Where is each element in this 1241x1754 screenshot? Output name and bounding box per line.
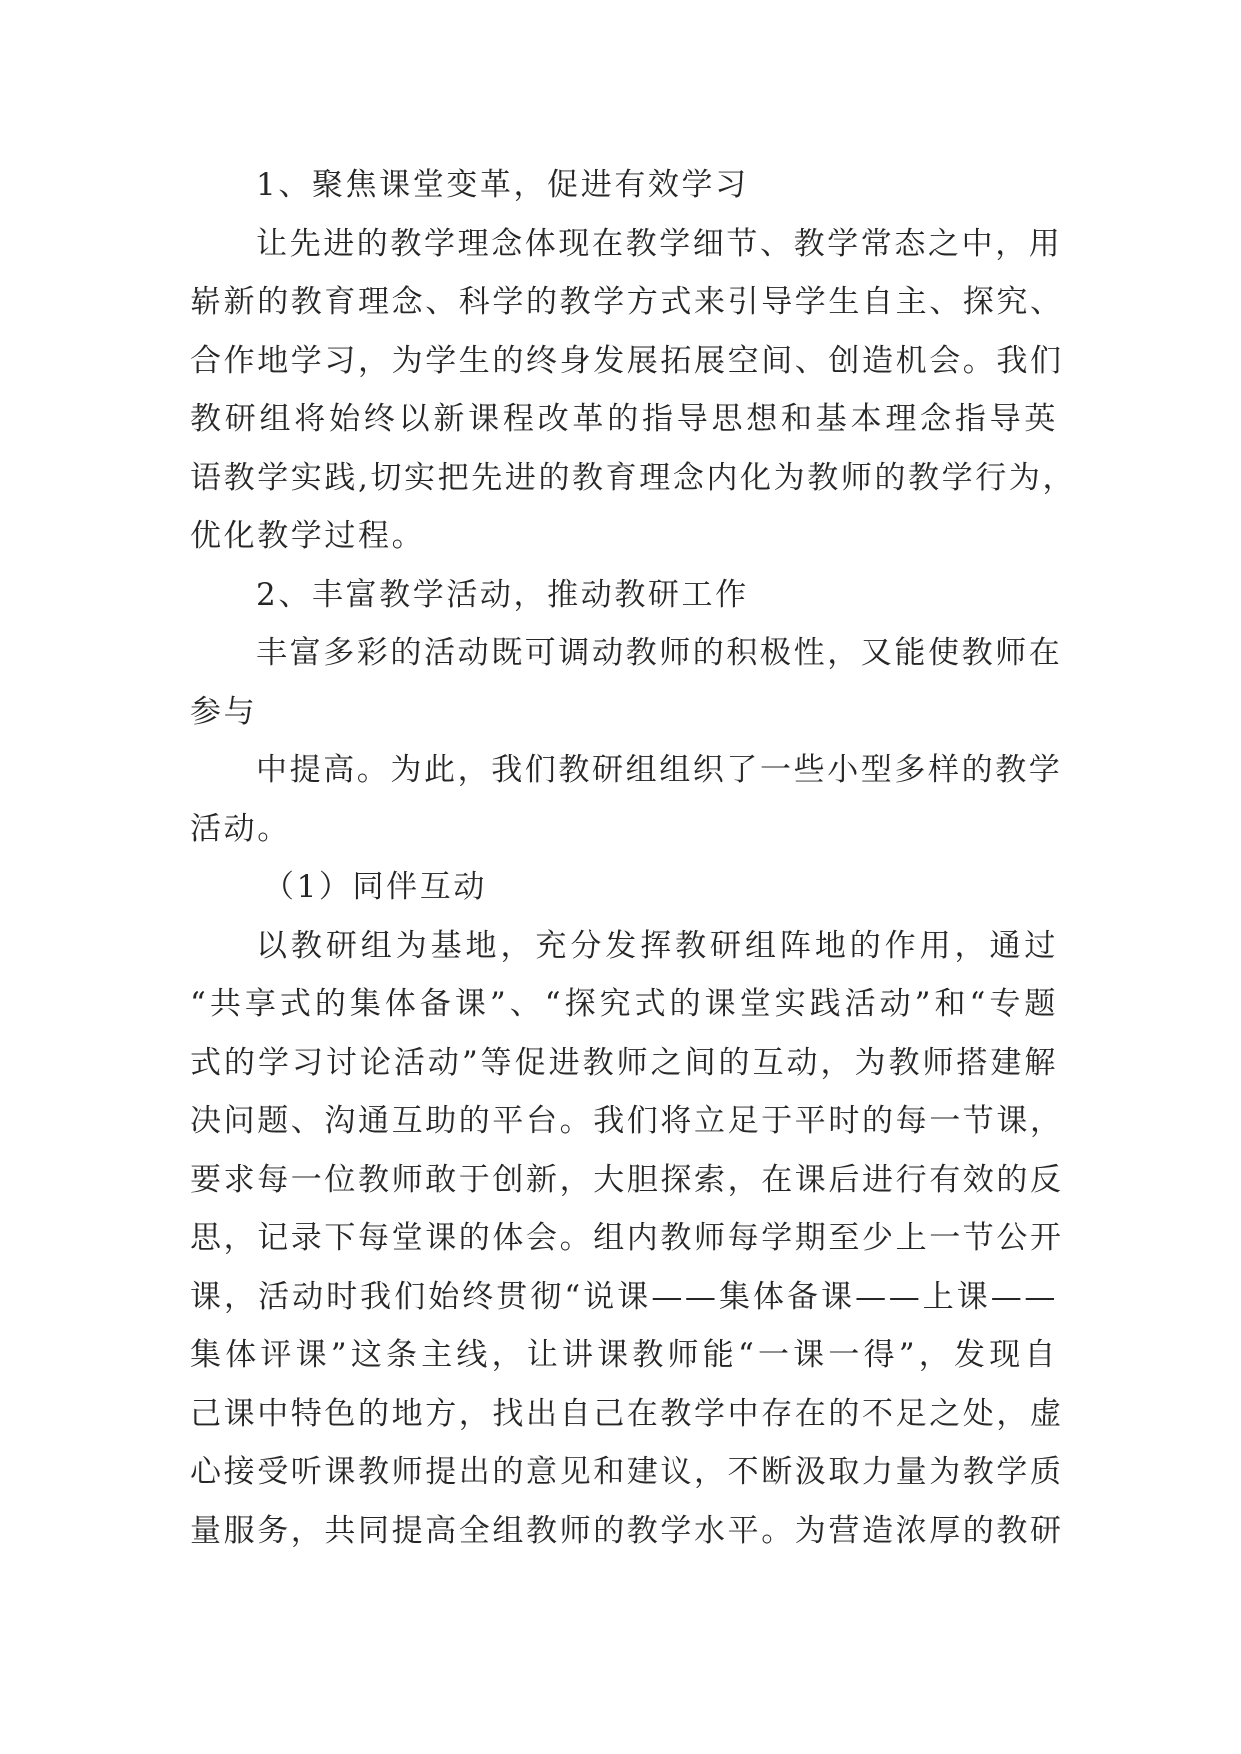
paragraph-line: 中提高。为此，我们教研组组织了一些小型多样的教学 [256, 752, 1063, 788]
document-body [190, 156, 1077, 1560]
paragraph-line: 要求每一位教师敢于创新，大胆探索，在课后进行有效的反 [190, 1161, 1064, 1198]
paragraph-line: 量服务，共同提高全组教师的教学水平。为营造浓厚的教研 [190, 1512, 1064, 1549]
paragraph-line: 集体评课”这条主线，让讲课教师能“一课一得”，发现自 [190, 1337, 1058, 1373]
paragraph-line: 优化教学过程。 [190, 518, 426, 554]
paragraph-line: 课，活动时我们始终贯彻“说课——集体备课——上课—— [190, 1278, 1058, 1315]
paragraph-line: 合作地学习，为学生的终身发展拓展空间、创造机会。我们 [190, 342, 1064, 379]
subsection-heading-1: （1）同伴互动 [263, 869, 487, 905]
paragraph-line: “共享式的集体备课”、“探究式的课堂实践活动”和“专题 [190, 986, 1058, 1022]
paragraph-line: 教研组将始终以新课程改革的指导思想和基本理念指导英 [190, 401, 1058, 437]
paragraph-line: 思，记录下每堂课的体会。组内教师每学期至少上一节公开 [190, 1220, 1064, 1256]
paragraph-line: 丰富多彩的活动既可调动教师的积极性，又能使教师在 [256, 635, 1063, 671]
paragraph-line: 崭新的教育理念、科学的教学方式来引导学生自主、探究、 [190, 284, 1064, 320]
paragraph-line: 语教学实践,切实把先进的教育理念内化为教师的教学行为， [190, 459, 1077, 496]
paragraph-line: 心接受听课教师提出的意见和建议，不断汲取力量为教学质 [190, 1454, 1064, 1490]
paragraph-line: 式的学习讨论活动”等促进教师之间的互动，为教师搭建解 [190, 1044, 1058, 1081]
paragraph-line: 让先进的教学理念体现在教学细节、教学常态之中，用 [256, 225, 1063, 262]
paragraph-line: 活动。 [190, 810, 291, 847]
paragraph-line: 参与 [190, 693, 258, 730]
paragraph-line: 决问题、沟通互助的平台。我们将立足于平时的每一节课， [190, 1103, 1064, 1139]
section-heading-2: 2、丰富教学活动，推动教研工作 [256, 576, 749, 613]
paragraph-line: 己课中特色的地方，找出自己在教学中存在的不足之处，虚 [190, 1395, 1064, 1432]
section-heading-1: 1、聚焦课堂变革，促进有效学习 [256, 167, 749, 203]
paragraph-line: 以教研组为基地，充分发挥教研组阵地的作用，通过 [256, 927, 1058, 964]
